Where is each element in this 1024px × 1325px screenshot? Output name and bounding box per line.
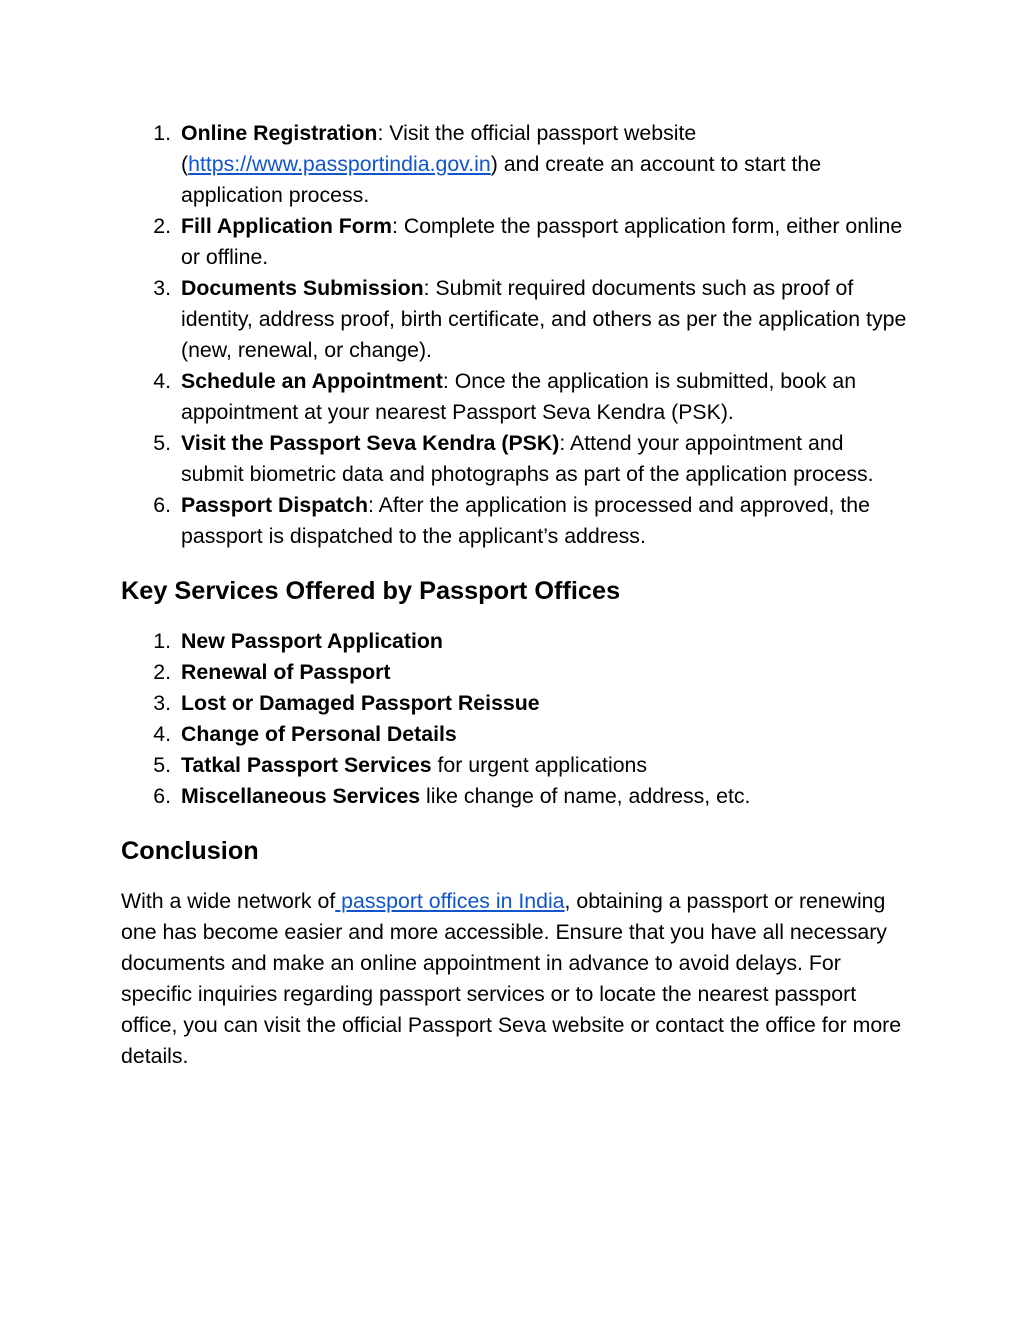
step-text: : Attend your appointment and submit biometric data and photographs as part of the application process. (181, 431, 874, 486)
list-item (121, 688, 911, 719)
service-text: like change of name, address, etc. (420, 784, 751, 808)
conclusion-text: , obtaining a passport or renewing one has become easier and more accessible. Ensure that you have all necessary documents and make an online appointment in advance to avoid delays. For specific inquiries regarding passport services or to locate the nearest passport office, you can visit the official Passport Seva website or contact the office for more details. (121, 889, 902, 1068)
list-number: 5. (153, 431, 171, 455)
conclusion-text: With a wide network of (121, 889, 336, 913)
service-title: New Passport Application (181, 629, 443, 653)
list-number: 1. (153, 121, 171, 145)
list-item (121, 273, 911, 366)
service-title: Miscellaneous Services (181, 784, 421, 808)
list-number: 4. (153, 722, 171, 746)
list-item (121, 118, 911, 211)
list-number: 3. (153, 276, 171, 300)
list-item (121, 657, 911, 688)
list-item (121, 719, 911, 750)
step-title: Schedule an Appointment (181, 369, 443, 393)
list-number: 5. (153, 753, 171, 777)
services-list (121, 626, 911, 812)
service-title: Lost or Damaged Passport Reissue (181, 691, 540, 715)
step-text: : Complete the passport application form, either online or offline. (181, 214, 903, 269)
step-text: : Once the application is submitted, book an appointment at your nearest Passport Seva Kendra (PSK). (181, 369, 857, 424)
list-item (121, 428, 911, 490)
step-text: : After the application is processed and approved, the passport is dispatched to the applicant’s address. (181, 493, 870, 548)
conclusion-paragraph (121, 886, 911, 1072)
conclusion-heading: Conclusion (121, 837, 259, 865)
step-text: ) and create an account to start the application process. (181, 152, 822, 207)
step-title: Online Registration (181, 121, 378, 145)
passport-offices-link[interactable]: passport offices in India (335, 889, 565, 913)
list-item (121, 366, 911, 428)
list-number: 3. (153, 691, 171, 715)
list-item (121, 211, 911, 273)
step-text: : Visit the official passport website ( (181, 121, 697, 176)
list-item (121, 626, 911, 657)
service-title: Change of Personal Details (181, 722, 457, 746)
step-title: Visit the Passport Seva Kendra (PSK) (181, 431, 560, 455)
list-item (121, 490, 911, 552)
list-item (121, 781, 911, 812)
list-number: 4. (153, 369, 171, 393)
passport-website-link[interactable]: https://www.passportindia.gov.in (188, 152, 491, 176)
service-text: for urgent applications (431, 753, 648, 777)
list-number: 6. (153, 784, 171, 808)
step-text: : Submit required documents such as proof of identity, address proof, birth certificate, and others as per the application type (new, renewal, or change). (181, 276, 907, 362)
service-title: Tatkal Passport Services (181, 753, 432, 777)
step-title: Documents Submission (181, 276, 424, 300)
list-number: 1. (153, 629, 171, 653)
services-heading: Key Services Offered by Passport Offices (121, 577, 621, 605)
list-number: 2. (153, 660, 171, 684)
step-title: Fill Application Form (181, 214, 392, 238)
list-number: 6. (153, 493, 171, 517)
service-title: Renewal of Passport (181, 660, 391, 684)
list-item (121, 750, 911, 781)
step-title: Passport Dispatch (181, 493, 368, 517)
document-body (121, 118, 911, 1072)
application-process-list (121, 118, 911, 552)
list-number: 2. (153, 214, 171, 238)
